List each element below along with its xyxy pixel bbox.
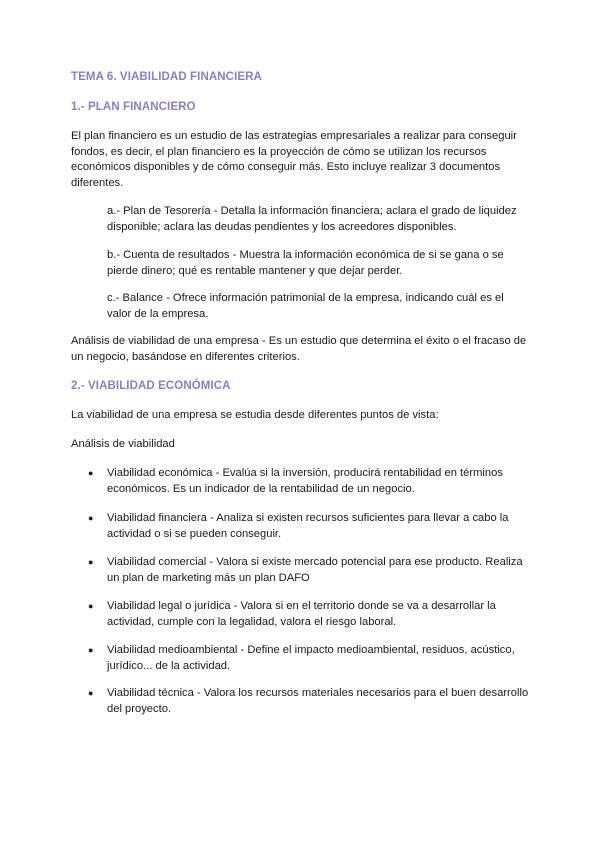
bullet-icon: ● (88, 688, 94, 698)
list-item-cuenta-resultados (107, 248, 504, 279)
document-title: TEMA 6. VIABILIDAD FINANCIERA (71, 71, 262, 83)
section-heading-viabilidad-economica: 2.- VIABILIDAD ECONÓMICA (71, 380, 231, 392)
text-line: Viabilidad técnica - Valora los recursos materiales necesarios para el buen desarrollo (107, 687, 529, 699)
text-line: valor de la empresa. (107, 307, 209, 320)
bullet-viabilidad-economica (107, 466, 503, 497)
bullet-icon: ● (88, 557, 94, 567)
bullet-icon: ● (88, 513, 94, 523)
text-line: del proyecto. (107, 702, 172, 715)
text-line: Análisis de viabilidad de una empresa - Es un estudio que determina el éxito o el fracaso de (71, 335, 527, 347)
list-item-plan-tesoreria (107, 204, 517, 235)
viabilidad-intro: La viabilidad de una empresa se estudia desde diferentes puntos de vista: (71, 409, 439, 421)
text-line: jurídico... de la actividad. (107, 659, 231, 672)
plan-financiero-intro (71, 129, 517, 191)
bullet-viabilidad-comercial (107, 555, 523, 586)
bullet-viabilidad-financiera (107, 511, 509, 542)
text-line: a.- Plan de Tesorería - Detalla la información financiera; aclara el grado de liquidez (107, 205, 517, 217)
text-line: diferentes. (71, 176, 124, 189)
bullet-viabilidad-medioambiental (107, 643, 515, 674)
text-line: un negocio, basándose en diferentes criterios. (71, 350, 300, 363)
bullet-icon: ● (88, 645, 94, 655)
text-line: c.- Balance - Ofrece información patrimonial de la empresa, indicando cuál es el (107, 292, 504, 304)
text-line: Viabilidad comercial - Valora si existe mercado potencial para ese producto. Realiza (107, 556, 523, 568)
text-line: disponible; aclara las deudas pendientes y los acreedores disponibles. (107, 220, 457, 233)
analisis-viabilidad-paragraph (71, 334, 526, 365)
text-line: pierde dinero; qué es rentable mantener y que dejar perder. (107, 264, 403, 277)
text-line: actividad, cumple con la legalidad, valora el riesgo laboral. (107, 615, 397, 628)
bullet-icon: ● (88, 601, 94, 611)
text-line: fondos, es decir, el plan financiero es la proyección de cómo se utilizan los recursos (71, 145, 487, 158)
list-item-balance (107, 291, 504, 322)
bullet-icon: ● (88, 468, 94, 478)
text-line: Viabilidad medioambiental - Define el impacto medioambiental, residuos, acústico, (107, 644, 515, 656)
bullet-viabilidad-legal (107, 599, 496, 630)
text-line: actividad o si se pueden conseguir. (107, 527, 282, 540)
text-line: El plan financiero es un estudio de las estrategias empresariales a realizar para conseguir (71, 130, 517, 142)
text-line: Viabilidad legal o jurídica - Valora si en el territorio donde se va a desarrollar la (107, 600, 496, 612)
text-line: b.- Cuenta de resultados - Muestra la información económica de si se gana o se (107, 249, 504, 261)
text-line: económicos. Es un indicador de la rentabilidad de un negocio. (107, 482, 415, 495)
text-line: económicos disponibles y de cómo conseguir más. Esto incluye realizar 3 documentos (71, 161, 501, 173)
text-line: Viabilidad financiera - Analiza si existen recursos suficientes para llevar a cabo la (107, 512, 509, 524)
section-heading-plan-financiero: 1.- PLAN FINANCIERO (71, 101, 196, 113)
bullet-viabilidad-tecnica (107, 686, 528, 717)
analisis-subheading: Análisis de viabilidad (71, 438, 175, 450)
text-line: un plan de marketing más un plan DAFO (107, 571, 310, 584)
text-line: Viabilidad económica - Evalúa si la inversión, producirá rentabilidad en términos (107, 467, 503, 479)
